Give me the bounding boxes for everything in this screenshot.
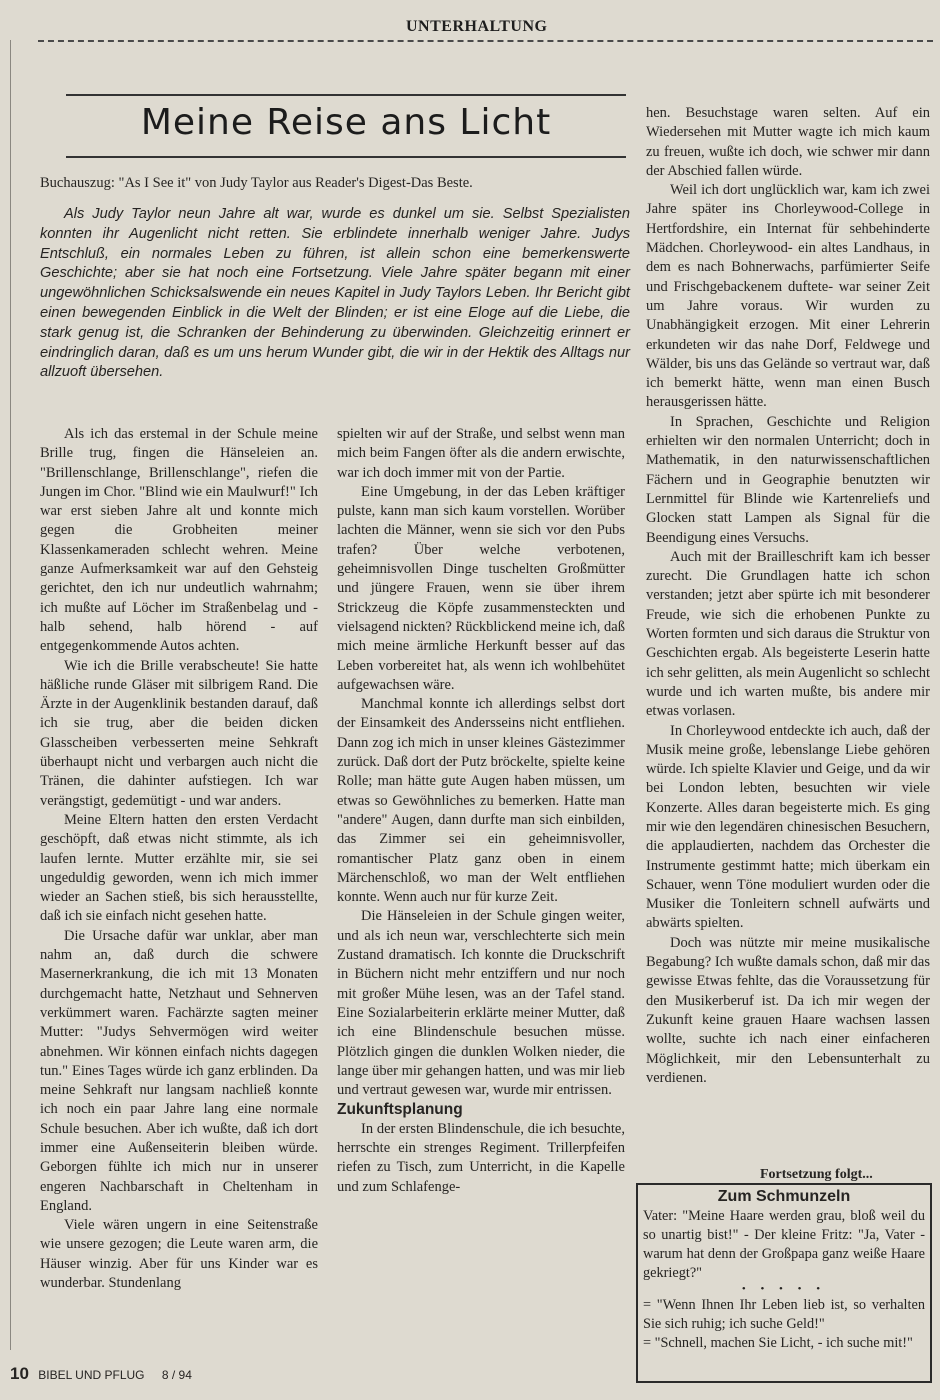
paragraph: Die Hänseleien in der Schule gingen weiter, und als ich neun war, verschlechterte sich mein Zustand dramatisch. Ich konnte die Druckschrift in Büchern nicht mehr entziffern und nur noch mit großer Mühe lesen, was an der Tafel stand. Eine Sozialarbeiterin erklärte meiner Mutter, daß ich eine Blindenschule besuchen müsse. Plötzlich gingen die dunklen Wolken nieder, die lange über mir gehangen hatten, und was mir lieb und vertraut gewesen war, wurde mir entrissen. <box>337 908 625 1099</box>
separator-dots: • • • • • <box>741 1283 827 1295</box>
humor-box-title: Zum Schmunzeln <box>717 1188 851 1205</box>
joke-text: Vater: "Meine Haare werden grau, bloß weil du so unartig bist!" - Der kleine Fritz: "Ja, Vater - warum hat denn der Großpapa ganz weiße Haare gekriegt?" <box>643 1208 925 1281</box>
subheading: Zukunftsplanung <box>337 1101 463 1119</box>
paragraph: Als ich das erstemal in der Schule meine Brille trug, fingen die Hänseleien an. "Brillenschlange, Brillenschlange", riefen die Jungen im Chor. "Blind wie ein Maulwurf!" Ich war erst sieben Jahre alt und konnte mich gegen die Grobheiten meiner Klassenkameraden schlecht wehren. Meine ganze Aufmerksamkeit war auf den Gehsteig gerichtet, den ich nur undeutlich wahrnahm; ich mußte auf Löcher im Straßenbelag und - halb sehend, halb hörend - auf entgegenkommende Autos achten. <box>40 426 318 655</box>
intro-paragraph: Als Judy Taylor neun Jahre alt war, wurde es dunkel um sie. Selbst Spezialisten konnten ihr Augenlicht nicht retten. Sie erblindete innerhalb weniger Jahre. Judys Entschluß, ein normales Leben zu führen, ist allein schon eine bemerkenswerte Geschichte; aber sie hat noch eine Fortsetzung. Viele Jahre später begann mit einer ungewöhnlichen Schicksalswende ein neues Kapitel in Judy Taylors Leben. Ihr Bericht gibt einen bewegenden Einblick in die Welt der Blinden; er ist eine Eloge auf die Liebe, die stark genug ist, die Schranken der Behinderung zu überwinden. Gleichzeitig erinnert er eindringlich daran, daß es um uns herum Wunder gibt, die wir in der Hektik des Alltags nur allzuoft übersehen. <box>40 206 630 381</box>
header-rule <box>38 40 933 42</box>
column-3 <box>646 104 930 1088</box>
joke-text: = "Schnell, machen Sie Licht, - ich suche mit!" <box>643 1335 913 1351</box>
paragraph: In der ersten Blindenschule, die ich besuchte, herrschte ein strenges Regiment. Trillerpfeifen riefen zu Tisch, zum Unterricht, in die Kapelle und zum Schlafenge- <box>337 1120 625 1195</box>
issue-number: 8 / 94 <box>161 1368 192 1382</box>
joke-text: = "Wenn Ihnen Ihr Leben lieb ist, so verhalten Sie sich ruhig; ich suche Geld!" <box>643 1297 925 1332</box>
paragraph: Eine Umgebung, in der das Leben kräftiger pulste, kann man sich kaum vorstellen. Worüber lachten die Männer, wenn sie sich vor den Pubs trafen? Über welche verbotenen, geheimnisvollen Dinge tuschelten Großmütter und jüngere Frauen, wenn sie über ihrem Strickzeug die Köpfe zusammensteckten und vielsagend nickten? Rückblickend meine ich, daß mich meine ärmliche Herkunft besser auf das Leben vorbereitet hat, als wenn ich wohlbehütet aufgewachsen wäre. <box>337 483 625 693</box>
paragraph: spielten wir auf der Straße, und selbst wenn man mich beim Fangen öfter als die andern erwischte, war ich doch immer mit von der Partie. <box>337 426 625 481</box>
magazine-name: BIBEL UND PFLUG <box>38 1368 145 1382</box>
paragraph: In Sprachen, Geschichte und Religion erhielten wir den normalen Unterricht; doch in Mathematik, in den naturwissenschaftlichen Fächern und in Geographie benutzten wir Lernmittel für Blinde wie Kartenreliefs und Glocken statt Lampen als Signal für die Beendigung eines Versuchs. <box>646 413 930 546</box>
paragraph: hen. Besuchstage waren selten. Auf ein Wiedersehen mit Mutter wagte ich mich kaum zu freuen, wußte ich doch, wie schwer mir dann der Abschied fallen würde. <box>646 105 930 179</box>
paragraph: Meine Eltern hatten den ersten Verdacht geschöpft, daß etwas nicht stimmte, als ich laufen lernte. Mutter erzählte mir, sie sei ungeduldig geworden, wenn ich mich immer wieder an Sachen stieß, bis sich herausstellte, daß ich sie einfach nicht gesehen hatte. <box>40 811 318 925</box>
article-byline: Buchauszug: "As I See it" von Judy Taylor aus Reader's Digest-Das Beste. <box>40 175 473 191</box>
section-header: UNTERHALTUNG <box>406 18 548 35</box>
page-footer <box>10 1364 192 1384</box>
paragraph: Auch mit der Brailleschrift kam ich besser zurecht. Die Grundlagen hatte ich schon verstanden; jetzt aber spürte ich mit besonderer Freude, wie sich die erhobenen Punkte zu Worten formten und sich daraus die Struktur von Geschichten ergab. Als begeisterte Leserin hatte ich sehr gelitten, als mein Augenlicht so schlecht wurde und ich warten mußte, bis andere mir etwas vorlasen. <box>646 548 930 720</box>
paragraph: Viele wären ungern in eine Seitenstraße wie unsere gezogen; die Leute waren arm, die Häuser winzig. Aber für uns Kinder war es wunderbar. Stundenlang <box>40 1217 318 1292</box>
paragraph: Wie ich die Brille verabscheute! Sie hatte häßliche runde Gläser mit silbrigem Rand. Die Ärzte in der Augenklinik bestanden darauf, daß ich sie trug, aber die beiden dicken Glasscheiben verbesserten meine Sehkraft überhaupt nicht und verbargen auch nicht die Tränen, die dahinter aufstiegen. Ich war verängstigt, gedemütigt - und war anders. <box>40 657 318 809</box>
article-intro <box>40 205 630 383</box>
title-frame <box>66 94 626 158</box>
continued-note: Fortsetzung folgt... <box>760 1167 873 1182</box>
page-edge <box>10 40 11 1350</box>
paragraph: Die Ursache dafür war unklar, aber man nahm an, daß durch die schwere Masernerkrankung, die ich mit 13 Monaten durchgemacht hatte, Netzhaut und Sehnerven verkümmert waren. Fachärzte sagten meiner Mutter: "Judys Sehvermögen wird weiter abnehmen. Wir können einfach nichts dagegen tun." Eines Tages würde ich ganz erblinden. Da meine Sehkraft nur langsam nachließ konnte ich noch ein paar Jahre lang eine normale Schule besuchen. Aber ich wußte, daß ich dort immer eine Außenseiterin bleiben würde. Geborgen fühlte ich mich nur in unserer engeren Nachbarschaft in Cheltenham in England. <box>40 927 318 1214</box>
paragraph: In Chorleywood entdeckte ich auch, daß der Musik meine große, lebenslange Liebe gehören würde. Ich spielte Klavier und Geige, und da wir bei London lebten, besuchten wir viele Konzerte. Alles daran begeisterte mich. Es ging mir wie den legendären chinesischen Besuchern, die applaudierten, nachdem das Orchester die Instrumente gestimmt hatte; mich überkam ein Schauer, wenn Töne moduliert wurden oder die Musiker die Tonleitern schnell aufwärts und abwärts spielten. <box>646 722 930 932</box>
page-number: 10 <box>10 1364 29 1383</box>
column-2 <box>337 425 625 1197</box>
paragraph: Doch was nützte mir meine musikalische Begabung? Ich wußte damals schon, daß mir das gewisse Etwas fehlte, das die Voraussetzung für den Musikerberuf ist. Da ich mir wegen der Zukunft keine grauen Haare wachsen lassen wollte, suchte ich nach einer einfacheren Möglichkeit, mir den Lebensunterhalt zu verdienen. <box>646 934 930 1086</box>
paragraph: Weil ich dort unglücklich war, kam ich zwei Jahre später ins Chorleywood-College in Hertfordshire, ein Internat für sehbehinderte Mädchen. Chorleywood- ein altes Landhaus, in dem es nach Bohnerwachs, parfümierter Seife und Frischgebackenem duftete- war seiner Zeit um Jahre voraus. Wir wurden zu Unabhängigkeit erzogen. Mit einer Lehrerin erkundeten wir das nahe Dorf, Feldwege und Wälder, bis uns das Gelände so vertraut war, daß ich bemerkt hätte, wenn man einen Busch herausgerissen hätte. <box>646 182 930 411</box>
article-title: Meine Reise ans Licht <box>140 102 552 143</box>
humor-box <box>636 1183 932 1383</box>
paragraph: Manchmal konnte ich allerdings selbst dort der Einsamkeit des Andersseins nicht entfliehen. Dann zog ich mich in unser kleines Gästezimmer zurück. Daß dort der Putz bröckelte, spielte keine Rolle; man hätte gute Augen haben müssen, um etwas so Gewöhnliches zu bemerken. Hatte man "andere" Augen, dann durfte man sich einbilden, das Zimmer sei ein geheimnisvoller, romantischer Platz ganz oben in einem Märchenschloß, wo man der Welt entfliehen konnte. Wenn auch nur für kurze Zeit. <box>337 696 625 906</box>
column-1 <box>40 425 318 1293</box>
